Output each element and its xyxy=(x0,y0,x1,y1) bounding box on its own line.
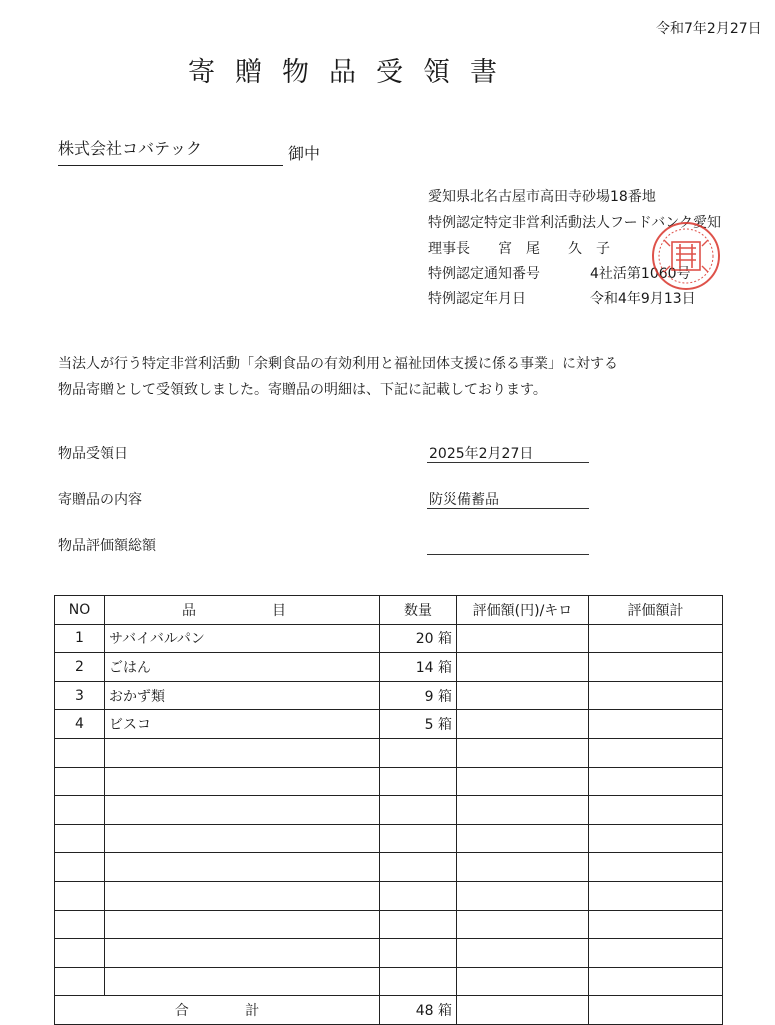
row-no: 4 xyxy=(55,710,105,739)
row-total xyxy=(589,967,723,996)
row-unit-price xyxy=(457,681,589,710)
recipient-honorific: 御中 xyxy=(288,144,321,163)
valuation-total-value xyxy=(427,535,589,555)
row-total xyxy=(589,910,723,939)
row-item xyxy=(105,910,380,939)
table-row xyxy=(55,710,723,739)
row-item: ビスコ xyxy=(105,710,380,739)
row-no xyxy=(55,853,105,882)
table-row xyxy=(55,853,723,882)
seal-stamp-icon xyxy=(650,220,722,292)
header-unit-price: 評価額(円)/キロ xyxy=(457,596,589,625)
row-no: 3 xyxy=(55,681,105,710)
receipt-date-value: 2025年2月27日 xyxy=(427,443,589,463)
total-label-2: 計 xyxy=(245,1003,260,1020)
row-total xyxy=(589,853,723,882)
total-value xyxy=(589,996,723,1025)
row-total xyxy=(589,710,723,739)
row-unit-price xyxy=(457,939,589,968)
row-qty xyxy=(380,824,457,853)
row-qty xyxy=(380,853,457,882)
row-qty: 20 箱 xyxy=(380,624,457,653)
issuer-address: 愛知県北名古屋市高田寺砂場18番地 xyxy=(428,189,656,205)
row-total xyxy=(589,824,723,853)
row-item: ごはん xyxy=(105,653,380,682)
row-qty: 9 箱 xyxy=(380,681,457,710)
row-no xyxy=(55,796,105,825)
row-unit-price xyxy=(457,653,589,682)
table-row xyxy=(55,939,723,968)
row-unit-price xyxy=(457,767,589,796)
table-row xyxy=(55,767,723,796)
row-no xyxy=(55,967,105,996)
table-row xyxy=(55,624,723,653)
issuer-organization: 特例認定特定非営利活動法人フードバンク愛知 xyxy=(428,215,722,231)
row-total xyxy=(589,624,723,653)
row-no xyxy=(55,767,105,796)
row-unit-price xyxy=(457,796,589,825)
table-header-row xyxy=(55,596,723,625)
table-row xyxy=(55,738,723,767)
row-qty xyxy=(380,796,457,825)
row-item xyxy=(105,767,380,796)
content-value: 防災備蓄品 xyxy=(427,489,589,509)
row-total xyxy=(589,881,723,910)
row-unit-price xyxy=(457,738,589,767)
recipient-name: 株式会社コバテック xyxy=(58,136,283,166)
total-row xyxy=(55,996,723,1025)
table-row xyxy=(55,681,723,710)
row-no xyxy=(55,881,105,910)
row-item xyxy=(105,939,380,968)
row-qty: 5 箱 xyxy=(380,710,457,739)
table-row xyxy=(55,653,723,682)
table-row xyxy=(55,824,723,853)
content-label: 寄贈品の内容 xyxy=(58,492,142,508)
cert-date-label: 特例認定年月日 xyxy=(428,291,526,307)
row-no: 1 xyxy=(55,624,105,653)
row-item xyxy=(105,967,380,996)
row-no xyxy=(55,939,105,968)
row-unit-price xyxy=(457,624,589,653)
cert-date-value: 令和4年9月13日 xyxy=(590,291,696,307)
table-row xyxy=(55,881,723,910)
header-item: 品 目 xyxy=(105,596,380,625)
receipt-date-label: 物品受領日 xyxy=(58,446,128,462)
row-item xyxy=(105,738,380,767)
total-label-1: 合 xyxy=(174,1003,189,1020)
row-no xyxy=(55,738,105,767)
row-item xyxy=(105,853,380,882)
row-unit-price xyxy=(457,910,589,939)
row-unit-price xyxy=(457,967,589,996)
row-no: 2 xyxy=(55,653,105,682)
row-unit-price xyxy=(457,824,589,853)
row-qty xyxy=(380,967,457,996)
row-total xyxy=(589,796,723,825)
issuer-representative: 理事長 宮 尾 久 子 xyxy=(428,241,610,257)
row-unit-price xyxy=(457,853,589,882)
row-qty xyxy=(380,910,457,939)
row-qty xyxy=(380,881,457,910)
total-qty: 48 箱 xyxy=(380,996,457,1025)
row-unit-price xyxy=(457,881,589,910)
row-total xyxy=(589,738,723,767)
row-item xyxy=(105,796,380,825)
row-total xyxy=(589,681,723,710)
body-text-line-1: 当法人が行う特定非営利活動「余剰食品の有効利用と福祉団体支援に係る事業」に対する xyxy=(58,356,618,372)
row-total xyxy=(589,939,723,968)
row-item xyxy=(105,824,380,853)
total-unit-price xyxy=(457,996,589,1025)
total-label xyxy=(55,996,380,1025)
row-item xyxy=(105,881,380,910)
row-qty xyxy=(380,738,457,767)
body-text-line-2: 物品寄贈として受領致しました。寄贈品の明細は、下記に記載しております。 xyxy=(58,382,547,398)
row-total xyxy=(589,767,723,796)
valuation-total-label: 物品評価額総額 xyxy=(58,538,156,554)
row-unit-price xyxy=(457,710,589,739)
row-total xyxy=(589,653,723,682)
table-row xyxy=(55,796,723,825)
row-no xyxy=(55,824,105,853)
table-row xyxy=(55,967,723,996)
row-item: おかず類 xyxy=(105,681,380,710)
row-qty xyxy=(380,767,457,796)
notice-number-value: 4社活第1060号 xyxy=(590,266,691,282)
items-table xyxy=(54,595,723,1025)
row-qty xyxy=(380,939,457,968)
row-item: サバイバルパン xyxy=(105,624,380,653)
document-date: 令和7年2月27日 xyxy=(656,21,762,37)
header-no: NO xyxy=(55,596,105,625)
document-title: 寄贈物品受領書 xyxy=(188,57,517,88)
header-qty: 数量 xyxy=(380,596,457,625)
notice-number-label: 特例認定通知番号 xyxy=(428,266,540,282)
header-total: 評価額計 xyxy=(589,596,723,625)
table-row xyxy=(55,910,723,939)
row-no xyxy=(55,910,105,939)
row-qty: 14 箱 xyxy=(380,653,457,682)
